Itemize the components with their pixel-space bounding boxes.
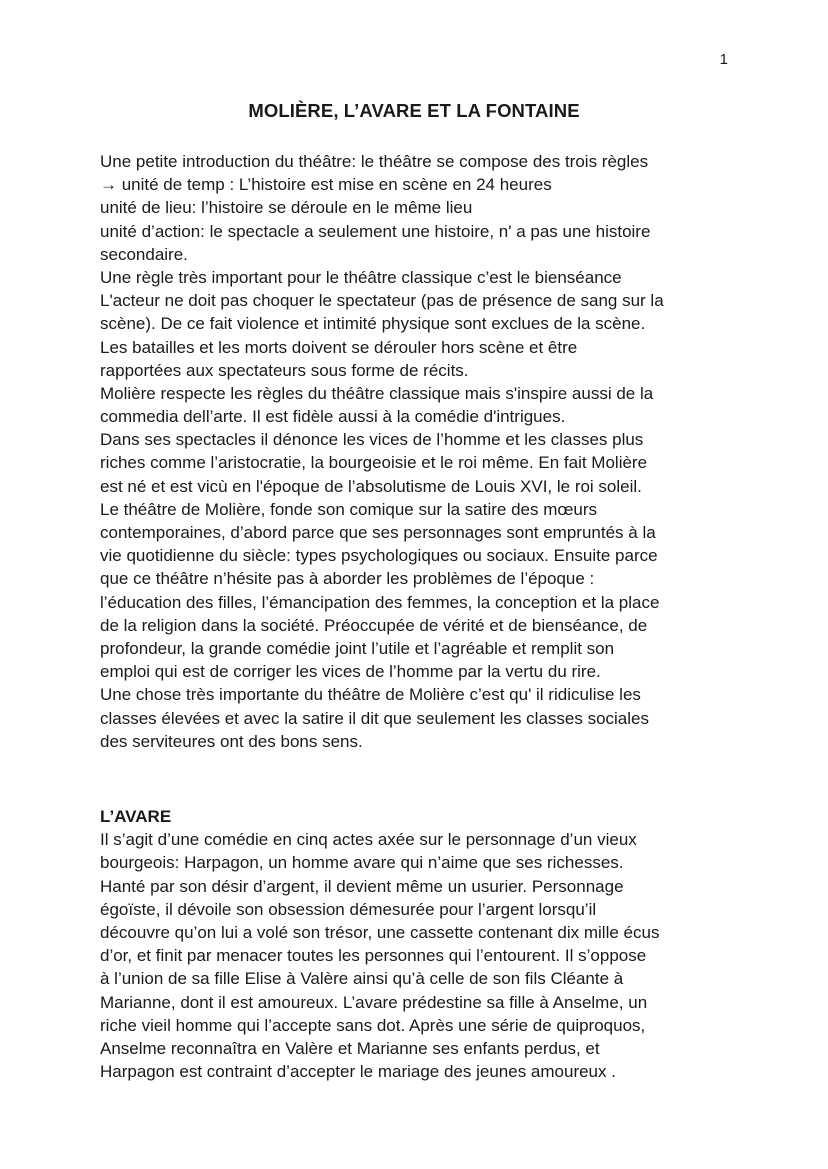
text-line: Une règle très important pour le théâtre classique c’est le bienséance [100, 267, 622, 287]
text-line: contemporaines, d’abord parce que ses personnages sont empruntés à la [100, 523, 656, 542]
document-title: MOLIÈRE, L’AVARE ET LA FONTAINE [248, 100, 580, 121]
text-line: est né et est vicù en l'époque de l’absolutisme de Louis XVI, le roi soleil. [100, 476, 642, 496]
text-line: des serviteures ont des bons sens. [100, 731, 363, 751]
text-line: que ce théâtre n’hésite pas à aborder les problèmes de l’époque : [100, 569, 595, 589]
text-line: Hanté par son désir d’argent, il devient même un usurier. Personnage [100, 876, 624, 896]
text-line: Harpagon est contraint d’accepter le mariage des jeunes amoureux . [100, 1062, 616, 1082]
text-line: riches comme l’aristocratie, la bourgeoisie et le roi même. En fait Molière [100, 453, 648, 473]
section-heading-avare: L’AVARE [100, 807, 172, 826]
text-line: rapportées aux spectateurs sous forme de récits. [100, 360, 469, 380]
text-line: Marianne, dont il est amoureux. L’avare prédestine sa fille à Anselme, un [100, 992, 648, 1012]
text-line: à l’union de sa fille Elise à Valère ainsi qu’à celle de son fils Cléante à [100, 969, 624, 989]
text-line: → unité de temp : L’histoire est mise en scène en 24 heures [100, 175, 552, 195]
text-line: emploi qui est de corriger les vices de l’homme par la vertu du rire. [100, 662, 601, 682]
text-line: profondeur, la grande comédie joint l’utile et l’agréable et remplit son [100, 638, 615, 658]
text-line: Molière respecte les règles du théâtre classique mais s'inspire aussi de la [100, 383, 654, 403]
text-line: égoïste, il dévoile son obsession démesurée pour l’argent lorsqu’il [100, 899, 597, 919]
text-line: secondaire. [100, 244, 188, 264]
text-line: unité d’action: le spectacle a seulement une histoire, n' a pas une histoire [100, 221, 651, 241]
text-line: bourgeois: Harpagon, un homme avare qui n’aime que ses richesses. [100, 853, 624, 873]
text-line: L'acteur ne doit pas choquer le spectateur (pas de présence de sang sur la [100, 291, 664, 311]
text-line: l’éducation des filles, l’émancipation des femmes, la conception et la place [100, 592, 660, 612]
text-line: Dans ses spectacles il dénonce les vices de l’homme et les classes plus [100, 430, 644, 450]
text-line: commedia dell’arte. Il est fidèle aussi à la comédie d'intrigues. [100, 407, 566, 427]
text-line: vie quotidienne du siècle: types psychologiques ou sociaux. Ensuite parce [100, 546, 658, 566]
avare-section [100, 805, 740, 1083]
text-line: découvre qu’on lui a volé son trésor, une cassette contenant dix mille écus [100, 922, 660, 942]
intro-paragraph [100, 150, 740, 753]
text-line: Anselme reconnaîtra en Valère et Marianne ses enfants perdus, et [100, 1038, 600, 1058]
text-line: classes élevées et avec la satire il dit que seulement les classes sociales [100, 708, 649, 728]
text-line: Une chose très importante du théâtre de Molière c’est qu' il ridiculise les [100, 685, 641, 705]
text-line: Les batailles et les morts doivent se dérouler hors scène et être [100, 337, 578, 357]
text-line: Le théâtre de Molière, fonde son comique sur la satire des mœurs [100, 499, 598, 519]
text-line: riche vieil homme qui l’accepte sans dot. Après une série de quiproquos, [100, 1015, 646, 1035]
text-line: Une petite introduction du théâtre: le théâtre se compose des trois règles [100, 152, 649, 171]
page-number: 1 [719, 51, 728, 68]
text-line: unité de lieu: l’histoire se déroule en le même lieu [100, 198, 473, 218]
text-line: Il s’agit d’une comédie en cinq actes axée sur le personnage d’un vieux [100, 830, 637, 850]
text-line: scène). De ce fait violence et intimité physique sont exclues de la scène. [100, 314, 646, 334]
text-line: de la religion dans la société. Préoccupée de vérité et de bienséance, de [100, 615, 648, 635]
text-line: d’or, et finit par menacer toutes les personnes qui l’entourent. Il s’oppose [100, 946, 647, 966]
